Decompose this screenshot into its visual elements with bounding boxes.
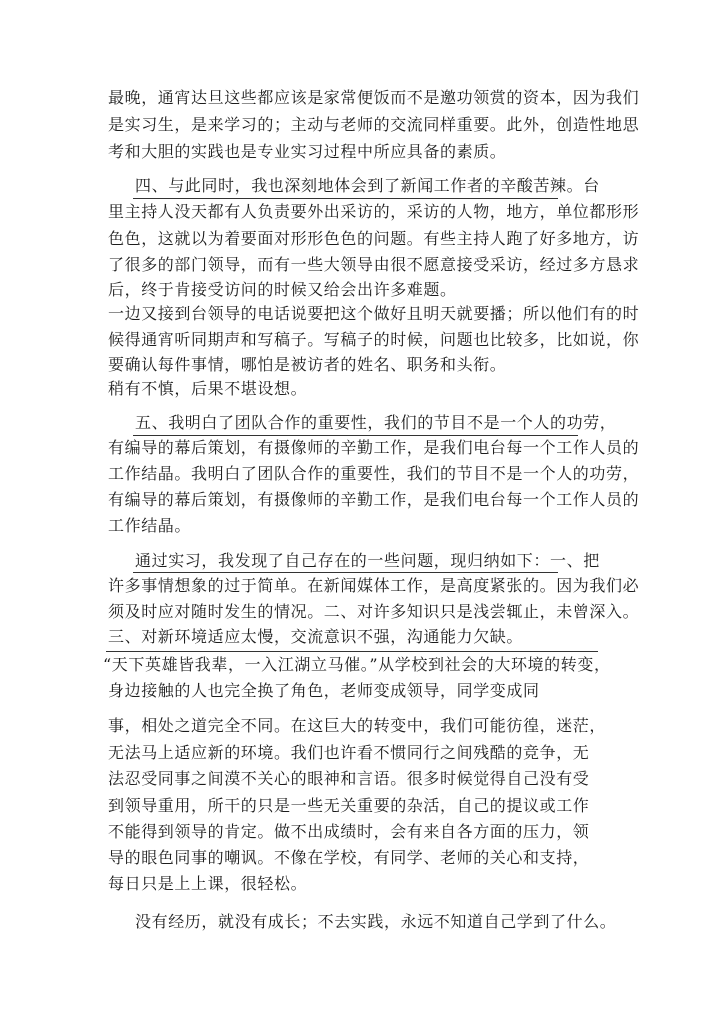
text-line: 稍有不慎，后果不堪设想。 [108, 379, 308, 398]
text-line: 是实习生，是来学习的；主动与老师的交流同样重要。此外，创造性地思 [108, 115, 640, 134]
heading-underline [133, 198, 558, 199]
text-line: 事，相处之道完全不同。在这巨大的转变中，我们可能彷徨，迷茫， [108, 716, 607, 735]
heading-underline [133, 435, 578, 436]
section-heading: 四、与此同时，我也深刻地体会到了新闻工作者的辛酸苦辣。台 [135, 176, 600, 195]
section-divider [106, 651, 598, 652]
closing-line: 没有经历，就没有成长；不去实践，永远不知道自己学到了什么。 [135, 912, 617, 931]
section-heading: 五、我明白了团队合作的重要性，我们的节目不是一个人的功劳， [135, 413, 617, 432]
text-line: 有编导的幕后策划，有摄像师的辛勤工作，是我们电台每一个工作人员的 [108, 438, 640, 457]
text-line: 到领导重用，所干的只是一些无关重要的杂活，自己的提议或工作 [108, 796, 590, 815]
text-line: 里主持人没天都有人负责要外出采访的，采访的人物，地方，单位都形形 [108, 202, 640, 221]
text-line: 三、对新环境适应太慢，交流意识不强，沟通能力欠缺。 [108, 627, 524, 646]
text-line: 身边接触的人也完全换了角色，老师变成领导，同学变成同 [108, 681, 540, 700]
text-line: 不能得到领导的肯定。做不出成绩时，会有来自各方面的压力，领 [108, 822, 590, 841]
text-line: 候得通宵听同期声和写稿子。写稿子的时候，问题也比较多，比如说，你 [108, 330, 640, 349]
text-line: 色色，这就以为着要面对形形色色的问题。有些主持人跑了好多地方，访 [108, 229, 640, 248]
text-line: 法忍受同事之间漠不关心的眼神和言语。很多时候觉得自己没有受 [108, 769, 590, 788]
text-line: 工作结晶。我明白了团队合作的重要性，我们的节目不是一个人的功劳， [108, 464, 640, 483]
heading-underline [133, 572, 558, 573]
text-line: 后，终于肯接受访问的时候又给会出许多难题。 [108, 280, 457, 299]
text-line: 导的眼色同事的嘲讽。不像在学校，有同学、老师的关心和支持， [108, 848, 590, 867]
text-line: 最晚，通宵达旦这些都应该是家常便饭而不是邀功领赏的资本，因为我们 [108, 88, 640, 107]
text-line: 考和大胆的实践也是专业实习过程中所应具备的素质。 [108, 142, 507, 161]
text-line: 有编导的幕后策划，有摄像师的辛勤工作，是我们电台每一个工作人员的 [108, 490, 640, 509]
text-line: 一边又接到台领导的电话说要把这个做好且明天就要播；所以他们有的时 [108, 304, 640, 323]
text-line: 要确认每件事情，哪怕是被访者的姓名、职务和头衔。 [108, 355, 507, 374]
text-line: 无法马上适应新的环境。我们也许看不惯同行之间残酷的竞争，无 [108, 743, 590, 762]
section-heading: 通过实习，我发现了自己存在的一些问题，现归纳如下：一、把 [135, 551, 600, 570]
text-line: “天下英雄皆我辈，一入江湖立马催。”从学校到社会的大环境的转变， [103, 655, 611, 674]
text-line: 工作结晶。 [108, 516, 192, 535]
text-line: 许多事情想象的过于简单。在新闻媒体工作，是高度紧张的。因为我们必 [108, 576, 640, 595]
text-line: 须及时应对随时发生的情况。二、对许多知识只是浅尝辄止，未曾深入。 [108, 602, 640, 621]
text-line: 每日只是上上课，很轻松。 [108, 874, 308, 893]
text-line: 了很多的部门领导，而有一些大领导由很不愿意接受采访，经过多方恳求 [108, 255, 640, 274]
